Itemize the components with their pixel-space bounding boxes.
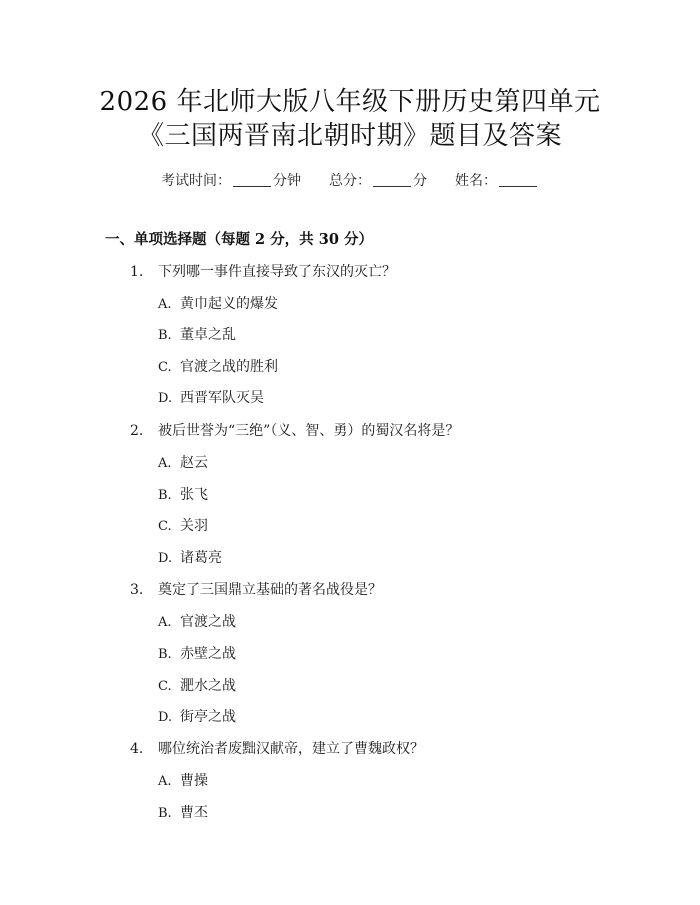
student-name-label: 姓名： <box>455 173 497 189</box>
option-letter: B. <box>158 806 172 821</box>
total-score-unit: 分 <box>413 173 427 189</box>
exam-time-field <box>161 170 301 190</box>
question-1 <box>130 261 396 281</box>
option-text: 关羽 <box>180 518 208 534</box>
option-3d[interactable] <box>158 706 236 726</box>
option-text: 淝水之战 <box>180 678 236 694</box>
option-2b[interactable] <box>158 484 208 504</box>
question-text: 下列哪一事件直接导致了东汉的灭亡？ <box>158 264 396 280</box>
section-title: 一、单项选择题（每题 2 分，共 30 分） <box>105 231 373 248</box>
option-3c[interactable] <box>158 675 236 695</box>
option-letter: D. <box>158 710 173 725</box>
total-score-label: 总分： <box>329 173 371 189</box>
option-text: 诸葛亮 <box>180 550 222 566</box>
option-text: 官渡之战 <box>180 614 236 630</box>
option-letter: D. <box>158 551 173 566</box>
student-name-blank[interactable] <box>499 172 537 187</box>
page-title-line-1: 2026 年北师大版八年级下册历史第四单元 <box>99 87 601 117</box>
option-3b[interactable] <box>158 643 236 663</box>
page-title-line-2: 《三国两晋南北朝时期》题目及答案 <box>137 121 562 151</box>
option-letter: B. <box>158 328 172 343</box>
option-text: 赵云 <box>180 455 208 471</box>
option-letter: B. <box>158 488 172 503</box>
total-score-field <box>329 170 427 190</box>
option-text: 张飞 <box>180 487 208 503</box>
option-letter: A. <box>158 297 172 312</box>
question-2 <box>130 420 459 440</box>
option-letter: D. <box>158 391 173 406</box>
option-letter: C. <box>158 519 172 534</box>
option-letter: A. <box>158 615 172 630</box>
question-text: 奠定了三国鼎立基础的著名战役是？ <box>158 582 382 598</box>
exam-time-label: 考试时间： <box>161 173 231 189</box>
option-letter: C. <box>158 360 172 375</box>
option-text: 官渡之战的胜利 <box>180 359 278 375</box>
option-4a[interactable] <box>158 770 208 790</box>
question-4 <box>130 738 424 758</box>
option-letter: A. <box>158 456 172 471</box>
question-number: 4. <box>130 741 144 757</box>
option-text: 曹操 <box>180 773 208 789</box>
exam-info-row <box>0 170 700 190</box>
option-letter: C. <box>158 679 172 694</box>
option-3a[interactable] <box>158 611 236 631</box>
question-number: 1. <box>130 264 144 280</box>
question-number: 2. <box>130 423 144 439</box>
option-2d[interactable] <box>158 547 222 567</box>
student-name-field <box>455 170 539 190</box>
option-1c[interactable] <box>158 356 278 376</box>
total-score-blank[interactable] <box>373 172 411 187</box>
option-2a[interactable] <box>158 452 208 472</box>
option-text: 街亭之战 <box>180 709 236 725</box>
option-letter: B. <box>158 647 172 662</box>
option-1a[interactable] <box>158 293 278 313</box>
question-text: 哪位统治者废黜汉献帝，建立了曹魏政权？ <box>158 741 424 757</box>
question-3 <box>130 579 382 599</box>
option-text: 曹丕 <box>180 805 208 821</box>
exam-time-unit: 分钟 <box>273 173 301 189</box>
option-text: 董卓之乱 <box>180 327 236 343</box>
question-text: 被后世誉为“三绝”（义、智、勇）的蜀汉名将是？ <box>158 423 460 439</box>
option-4b[interactable] <box>158 802 208 822</box>
option-1d[interactable] <box>158 387 264 407</box>
option-1b[interactable] <box>158 324 236 344</box>
question-number: 3. <box>130 582 144 598</box>
option-2c[interactable] <box>158 515 208 535</box>
option-text: 西晋军队灭吴 <box>180 390 264 406</box>
exam-time-blank[interactable] <box>233 172 271 187</box>
option-text: 黄巾起义的爆发 <box>180 296 278 312</box>
option-text: 赤壁之战 <box>180 646 236 662</box>
option-letter: A. <box>158 774 172 789</box>
